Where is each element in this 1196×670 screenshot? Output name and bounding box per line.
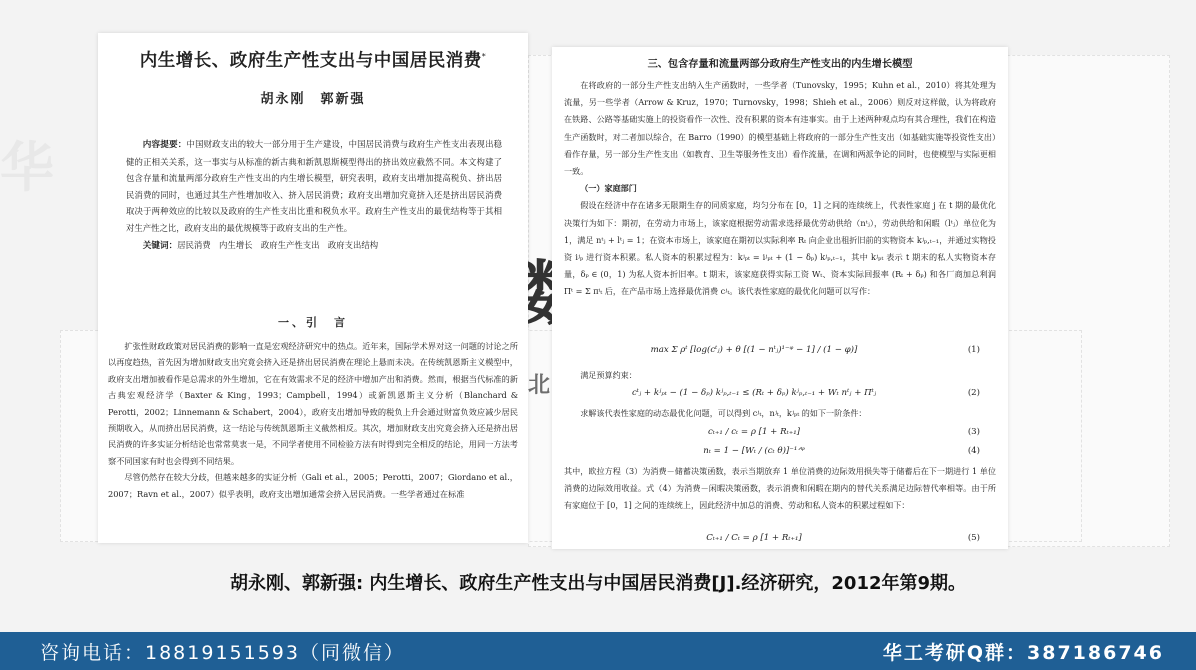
contact-footer-bar [0,632,1196,670]
abstract-block [126,136,502,254]
equation-4 [564,446,996,464]
keywords-label: 关键词： [142,240,178,251]
constraint-label-line [564,367,996,384]
equation-2 [564,388,996,406]
foc-label-line [564,405,996,422]
equation-1-number: (1) [967,345,980,355]
keywords-line [126,237,502,255]
title-footnote-mark: * [481,52,487,62]
body-paragraph: 扩张性财政政策对居民消费的影响一直是宏观经济研究中的热点。近年来，国际学术界对这一问题的讨论之所以再度趋热，首先因为增加财政支出究竟会挤入还是挤出居民消费在理论上悬而未决。在传统凯恩斯主义模型中，政府支出增加被看作是总需求的外生增加，它在有效需求不足的经济中增加产出和消费。然而，根据当代标准的新古典宏观经济学（Baxter & King，1993；Campbell，1994）或新凯恩斯主义分析（Blanchard & Perotti，2002；Linnemann & Schabert，2004），政府支出增加导致的税负上升会通过财富负效应减少居民预期收入，从而挤出居民消费，这一结论与传统凯恩斯主义截然相反。其次，增加财政支出究竟会挤入还是挤出居民消费的许多实证分析结论也常常莫衷一是，不同学者使用不同检验方法有时得到完全相反的结论，用同一方法考察不同国家有时也会得到不同结果。 [108,341,518,466]
paper-page-right [552,47,1008,549]
abstract-text: 中国财政支出的较大一部分用于生产建设，中国居民消费与政府生产性支出表现出稳健的正相关关系，这一事实与从标准的新古典和新凯恩斯模型得出的挤出效应截然不同。本文构建了包含存量和流量两部分政府生产性支出的内生增长模型，研究表明，政府支出增加提高税负、挤出居民消费的同时，也通过其生产性增加收入、挤入居民消费；政府支出增加究竟挤入还是挤出居民消费取决于两种效应的比较以及政府的生产性支出比重和税负水平。政府生产性支出的最优结构等于其相对生产性之比，政府支出的最优规模等于政府支出的生产性。 [126,139,502,233]
body-paragraph: 其中，欧拉方程（3）为消费－储蓄决策函数，表示当期放弃 1 单位消费的边际效用损失等于储蓄后在下一期进行 1 单位消费的边际效用收益。式（4）为消费－闲暇决策函数，表示消费和闲暇在期内的替代关系满足边际替代率相等。由于所有家庭位于 [0，1] 之间的连续统上，因此经济中加总的消费、劳动和私人资本的积累过程如下： [564,466,996,511]
equation-2-number: (2) [967,388,980,398]
ghost-character-small: 北 [528,373,551,398]
paper-authors: 胡永刚 郭新强 [260,92,366,107]
section-heading-model: 三、包含存量和流量两部分政府生产性支出的内生增长模型 [647,59,913,70]
body-paragraph: 尽管仍然存在较大分歧，但越来越多的实证分析（Gali et al.，2005；Perotti，2007；Giordano et al.，2007；Ravn et al.，2007）似乎表明，政府支出增加通常会挤入居民消费。一些学者通过在标准 [108,472,518,499]
citation-caption: 胡永刚、郭新强: 内生增长、政府生产性支出与中国居民消费[J].经济研究，2012年第9期。 [229,573,967,594]
footer-phone-text: 咨询电话：18819151593（同微信） [40,642,405,664]
equation-2-body: cᵗⱼ + kʲₚₜ − (1 − δₚ) kʲₚ,ₜ₋₁ ≤ (Rₜ + δₚ) kʲₚ,ₜ₋₁ + Wₜ nᵗⱼ + Πᵗⱼ [631,388,877,398]
footer-qq-group-text: 华工考研Q群：387186746 [882,642,1164,664]
equation-4-number: (4) [967,446,980,456]
body-paragraph: 假设在经济中存在诸多无限期生存的同质家庭，均匀分布在 [0，1] 之间的连续统上，代表性家庭 j 在 t 期的最优化决策行为如下：期初，在劳动力市场上，该家庭根据劳动需求选择最优劳动供给（nᵗⱼ），劳动供给和闲暇（lᵗⱼ）单位化为 1，满足 nᵗⱼ + lᵗⱼ = 1；在资本市场上，该家庭在期初以实际利率 Rₜ 向企业出租折旧前的实物资本 kʲₚ,ₜ₋₁，并通过实物投资 iʲₚ 进行资本积累。私人资本的积累过程为：kʲₚₜ = iʲₚₜ + (1 − δₚ) kʲₚ,ₜ₋₁，其中 kʲₚₜ 表示 t 期末的私人实物资本存量，δₚ ∈ (0，1) 为私人资本折旧率。t 期末，该家庭获得实际工资 Wₜ、资本实际回报率 (Rₜ + δₚ) 和各厂商加总利润 Πᵗ = Σ πⁱₜ 后，在产品市场上选择最优消费 cʲₜ。该代表性家庭的最优化问题可以写作： [564,200,996,297]
constraint-label: 满足预算约束： [580,370,637,380]
model-intro-text [564,77,996,301]
abstract-label: 内容提要： [142,140,187,150]
equation-5-body: Cₜ₊₁ / Cₜ = ρ [1 + Rₜ₊₁] [706,533,802,543]
equation-3-body: cₜ₊₁ / cₜ = ρ [1 + Rₜ₊₁] [707,427,801,437]
abstract-paragraph [126,136,502,237]
equation-3-number: (3) [967,427,980,437]
equation-5-number: (5) [967,533,980,543]
equation-4-body: nₜ = 1 − [Wₜ / (cₜ θ)]⁻¹ᐟᵠ [703,446,805,456]
paper-title [98,47,528,72]
subsection-heading-household: （一）家庭部门 [580,183,637,194]
section-heading-introduction: 一、引 言 [278,316,348,329]
introduction-body [108,338,518,502]
keywords-text: 居民消费 内生增长 政府生产性支出 政府支出结构 [177,239,379,250]
equation-3 [564,427,996,445]
model-euler-text [564,463,996,515]
body-paragraph: 在将政府的一部分生产性支出纳入生产函数时，一些学者（Tunovsky，1995；Kuhn et al.，2010）将其处理为流量，另一些学者（Arrow & Kruz，1970；Turnovsky，1998；Shieh et al.，2006）则反对这样做，认为将政府在铁路、公路等基础实施上的投资看作一次性、没有积累的资本有违事实。由于上述两种观点均有其合理性，我们在构造生产函数时，对二者加以综合，在 Barro（1990）的模型基础上将政府的一部分生产性支出（如基础实施等投资性支出）看作存量，另一部分生产性支出（如教育、卫生等服务性支出）看作流量，在调和两派争论的同时，也使模型与实际更相一致。 [564,80,996,177]
paper-title-text: 内生增长、政府生产性支出与中国居民消费 [139,51,482,71]
equation-1-body: max Σ ρᵗ [log(cᵗⱼ) + θ [(1 − nᵗⱼ)¹⁻ᵠ − 1] / (1 − φ)] [650,345,858,355]
paper-page-left [98,33,528,543]
equation-1 [564,345,996,363]
equation-5 [564,533,996,549]
foc-label: 求解该代表性家庭的动态最优化问题，可以得到 cʲₜ，nʲₜ，kʲₚₜ 的如下一阶条件： [580,408,867,418]
